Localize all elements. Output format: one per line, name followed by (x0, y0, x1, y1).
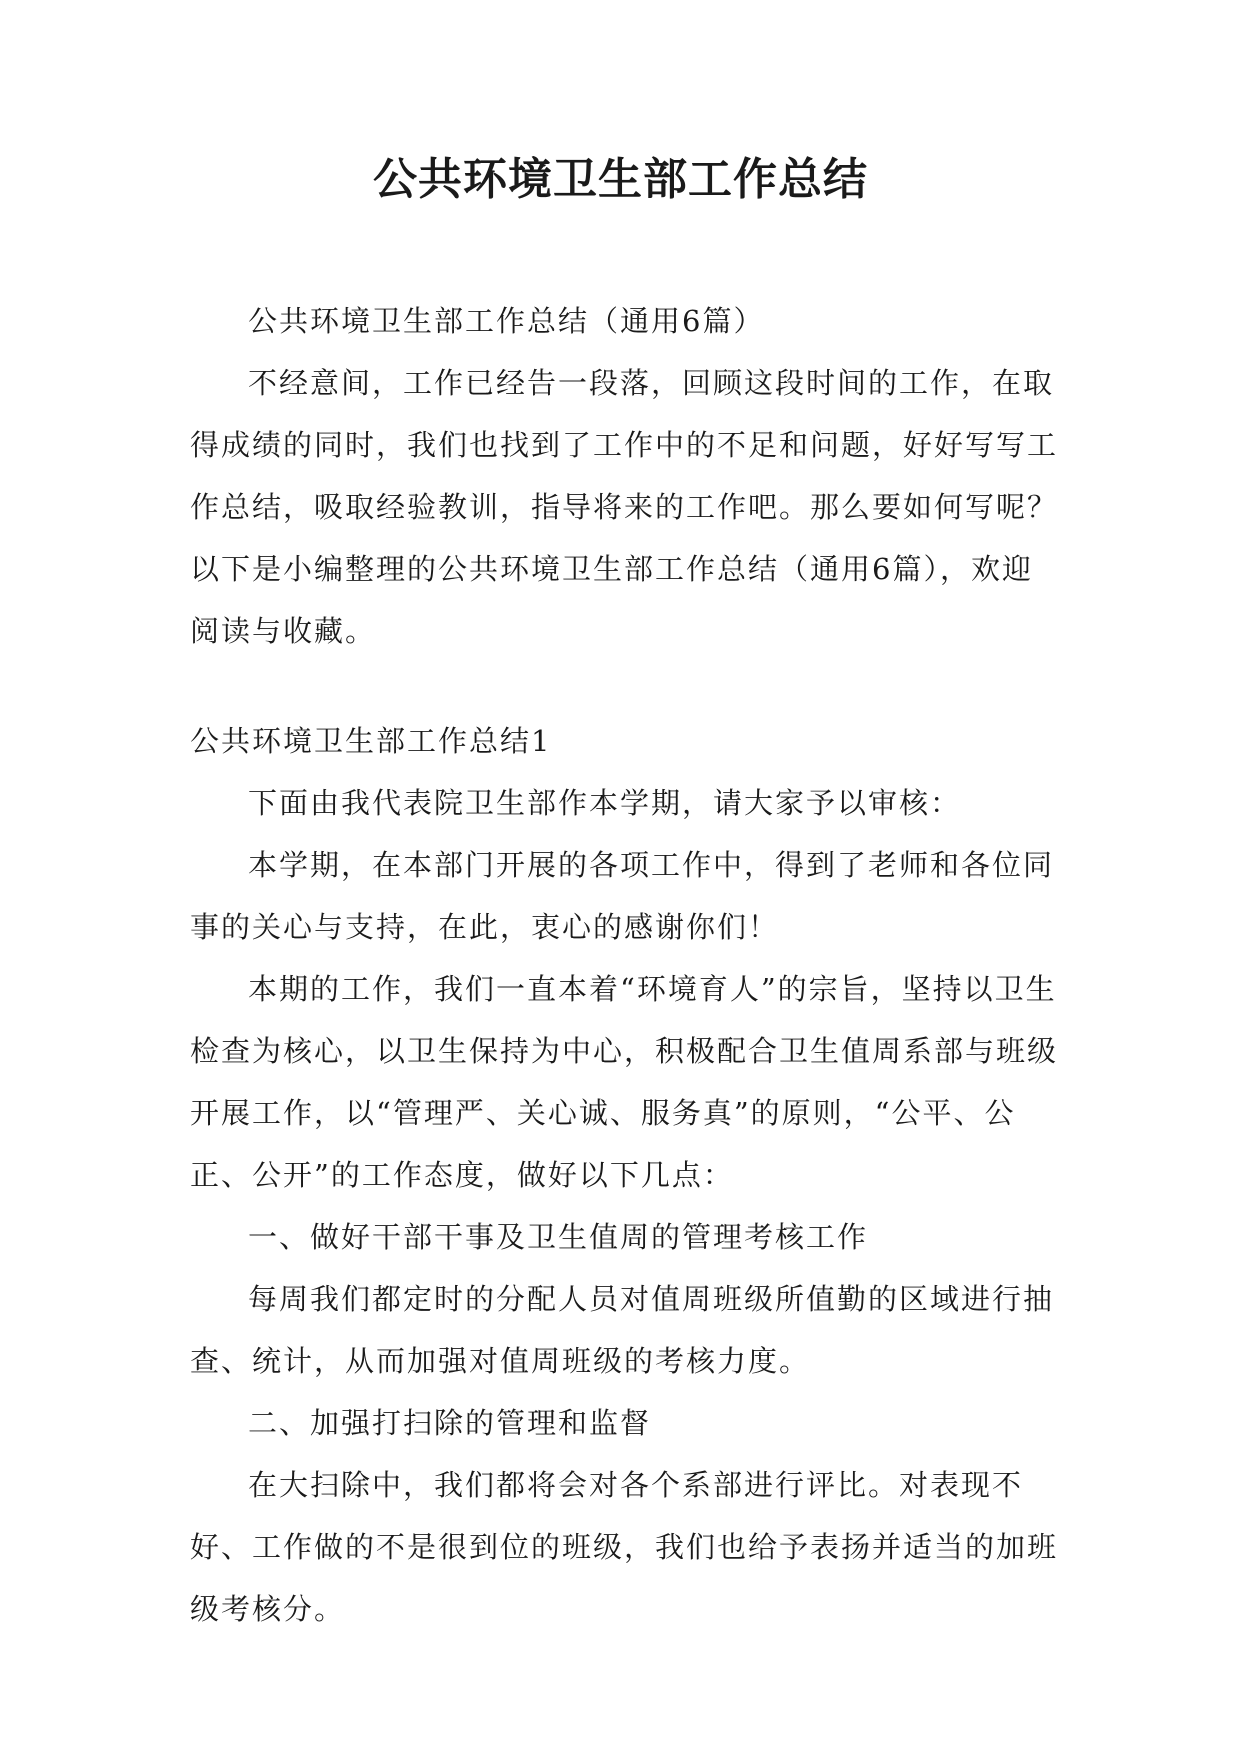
subheading-paragraph: 一、做好干部干事及卫生值周的管理考核工作 (248, 1220, 869, 1254)
body-paragraph: 在大扫除中，我们都将会对各个系部进行评比。对表现不好、工作做的不是很到位的班级，我们也给予表扬并适当的加班级考核分。 (190, 1468, 1059, 1626)
intro-paragraph: 不经意间，工作已经告一段落，回顾这段时间的工作，在取得成绩的同时，我们也找到了工作中的不足和问题，好好写写工作总结，吸取经验教训，指导将来的工作吧。那么要如何写呢？以下是小编整理的公共环境卫生部工作总结（通用6篇），欢迎阅读与收藏。 (190, 366, 1059, 648)
subheading-paragraph: 二、加强打扫除的管理和监督 (248, 1406, 652, 1440)
body-paragraph: 每周我们都定时的分配人员对值周班级所值勤的区域进行抽查、统计，从而加强对值周班级的考核力度。 (190, 1282, 1055, 1378)
section-heading: 公共环境卫生部工作总结1 (190, 724, 552, 758)
body-paragraph: 下面由我代表院卫生部作本学期，请大家予以审核： (248, 786, 962, 820)
body-paragraph: 本学期，在本部门开展的各项工作中，得到了老师和各位同事的关心与支持，在此，衷心的感谢你们！ (190, 848, 1055, 944)
document-title: 公共环境卫生部工作总结 (373, 154, 868, 205)
body-paragraph: 本期的工作，我们一直本着“环境育人”的宗旨，坚持以卫生检查为核心，以卫生保持为中心，积极配合卫生值周系部与班级开展工作，以“管理严、关心诚、服务真”的原则，“公平、公正、公开”的工作态度，做好以下几点： (190, 972, 1059, 1192)
section-spacer (190, 662, 1060, 710)
subtitle-paragraph: 公共环境卫生部工作总结（通用6篇） (248, 304, 765, 338)
document-body (190, 290, 1060, 1640)
